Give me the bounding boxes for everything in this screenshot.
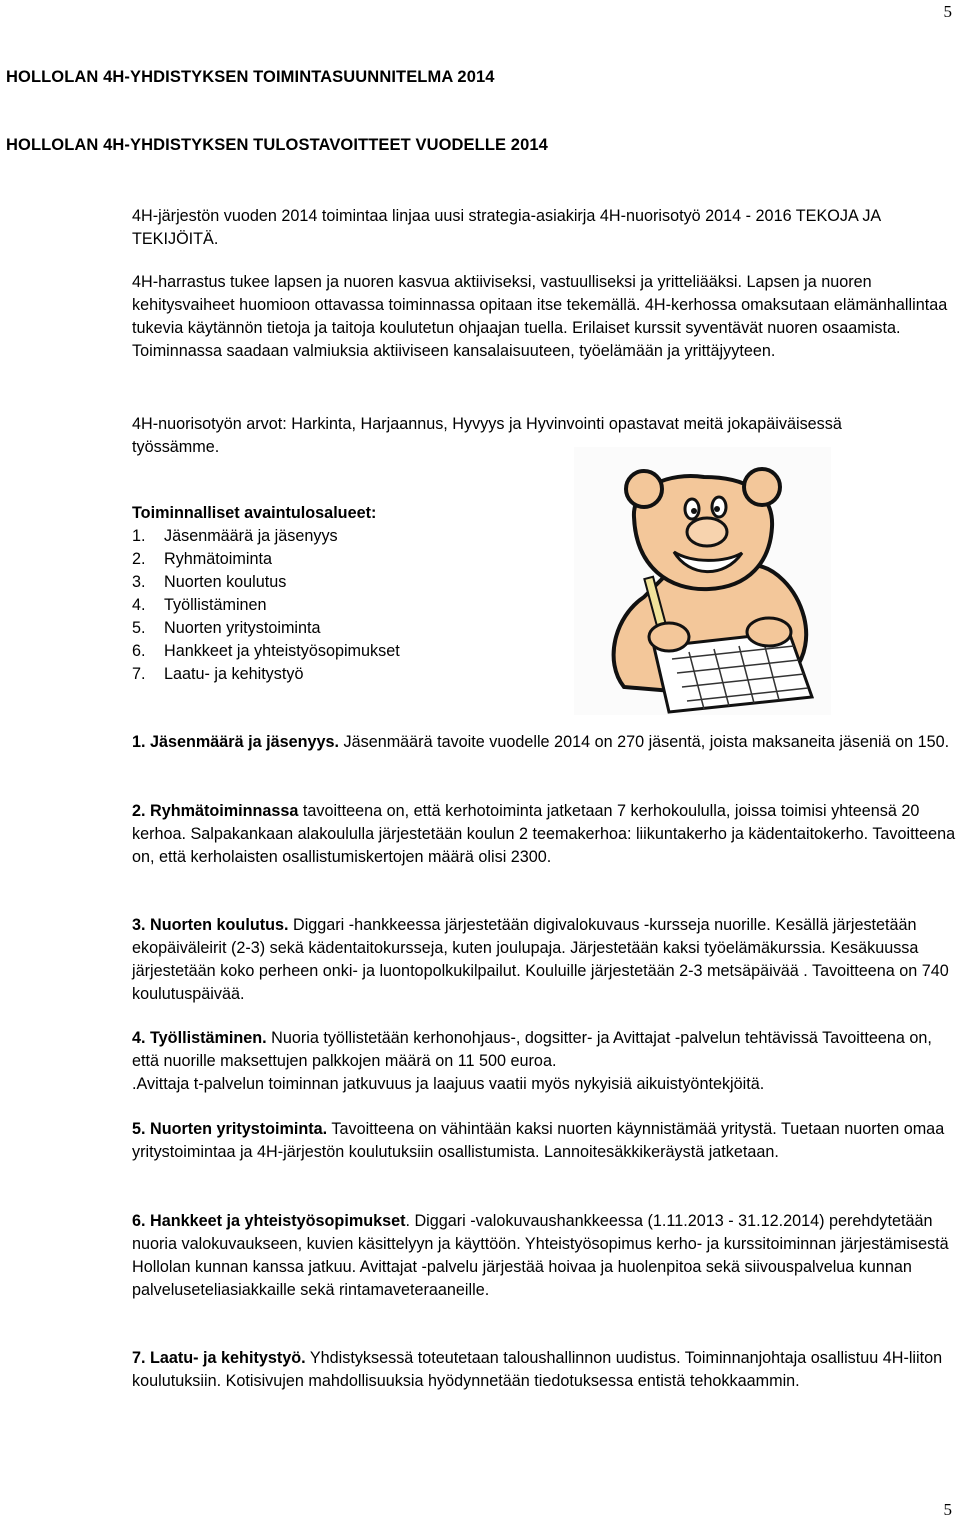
section-text: Jäsenmäärä tavoite vuodelle 2014 on 270 jäsentä, joista maksaneita jäseniä on 150. <box>339 733 950 751</box>
document-subtitle: HOLLOLAN 4H-YHDISTYKSEN TULOSTAVOITTEET VUODELLE 2014 <box>6 136 548 154</box>
intro-text-2: 4H-harrastus tukee lapsen ja nuoren kasvua aktiiviseksi, vastuulliseksi ja yritteliääksi. Lapsen ja nuoren kehitysvaiheet huomioon ottavassa toiminnassa opitaan itse tekemällä. 4H-kerhossa omaksutaan elämänhallintaa tukevia käytännön tietoja ja taitoja koulutetun ohjaajan tuella. Erilaiset kurssit syventävät nuoren osaamista. Toiminnassa saadaan valmiuksia aktiiviseen kansalaisuuteen, työelämään ja yrittäjyyteen. <box>132 273 948 360</box>
list-label: Hankkeet ja yhteistyösopimukset <box>164 642 400 660</box>
section-heading: 1. Jäsenmäärä ja jäsenyys. <box>132 733 339 751</box>
list-item <box>132 617 956 640</box>
section-projects-agreements <box>132 1210 956 1302</box>
list-number: 3. <box>132 573 146 591</box>
list-item <box>132 525 956 548</box>
section-text: Yhdistyksessä toteutetaan taloushallinnon uudistus. Toiminnanjohtaja osallistuu 4H-liiton koulutuksiin. Kotisivujen mahdollisuuksia hyödynnetään tiedotuksessa entistä tehokkaammin. <box>132 1349 943 1390</box>
list-number: 6. <box>132 642 146 660</box>
list-label: Laatu- ja kehitystyö <box>164 665 304 683</box>
document-title: HOLLOLAN 4H-YHDISTYKSEN TOIMINTASUUNNITELMA 2014 <box>6 68 495 86</box>
section-group-activity <box>132 800 956 869</box>
list-item <box>132 548 956 571</box>
cartoon-ear-right <box>744 469 780 505</box>
list-item <box>132 594 956 617</box>
section-heading: 7. Laatu- ja kehitystyö. <box>132 1349 306 1367</box>
section-heading: 6. Hankkeet ja yhteistyösopimukset <box>132 1212 406 1230</box>
list-label: Työllistäminen <box>164 596 267 614</box>
page-number-bottom: 5 <box>943 1500 952 1519</box>
section-heading: 3. Nuorten koulutus. <box>132 916 289 934</box>
intro-paragraph-1 <box>132 205 956 251</box>
section-quality-development <box>132 1347 956 1393</box>
section-text: Diggari -hankkeessa järjestetään digivalokuvaus -kursseja nuorille. Kesällä järjestetään ekopäiväleirit (2-3) sekä kädentaitokursseja, kuten joulupaja. Järjestetään kaksi työelämäkurssia. Kesäkuussa järjestetään koko perheen onki- ja luontopolkukilpailut. Kouluille järjestetään 2-3 metsäpäivää . Tavoitteena on 740 koulutuspäivää. <box>132 916 949 1003</box>
section-heading: 4. Työllistäminen. <box>132 1029 267 1047</box>
section-text: Nuoria työllistetään kerhonohjaus-, dogsitter- ja Avittajat -palvelun tehtävissä Tavoitteena on, että nuorille maksettujen palkkojen määrä on 11 500 euroa. <box>132 1029 932 1070</box>
section-heading: 2. Ryhmätoiminnassa <box>132 802 299 820</box>
list-number: 1. <box>132 527 146 545</box>
values-text: 4H-nuorisotyön arvot: Harkinta, Harjaannus, Hyvyys ja Hyvinvointi opastavat meitä jokapäiväisessä työssämme. <box>132 415 842 456</box>
list-number: 2. <box>132 550 146 568</box>
list-item <box>132 571 956 594</box>
page-number-top: 5 <box>943 2 952 21</box>
cartoon-illustration <box>574 447 831 715</box>
intro-paragraph-2 <box>132 271 956 363</box>
list-label: Ryhmätoiminta <box>164 550 272 568</box>
key-result-areas-title: Toiminnalliset avaintulosalueet: <box>132 504 377 522</box>
section-text: . Diggari -valokuvaushankkeessa (1.11.2013 - 31.12.2014) perehdytetään nuoria valokuvaukseen, kuvien käsittelyyn ja käyttöön. Yhteistyösopimus kerho- ja kurssitoiminnan järjestämisestä Hollolan kunnan kanssa jatkuu. Avittajat -palvelu järjestää hoivaa ja huolenpitoa sekä siivouspalvelua kunnan palveluseteliasiakkaille sekä rintamaveteraaneille. <box>132 1212 949 1299</box>
section-youth-training <box>132 914 956 1006</box>
intro-text-1: 4H-järjestön vuoden 2014 toimintaa linjaa uusi strategia-asiakirja 4H-nuorisotyö 2014 - 2016 TEKOJA JA TEKIJÖITÄ. <box>132 207 881 248</box>
section-youth-entrepreneurship <box>132 1118 956 1164</box>
list-number: 5. <box>132 619 146 637</box>
list-item <box>132 663 956 686</box>
section-text-extra: .Avittaja t-palvelun toiminnan jatkuvuus ja laajuus vaatii myös nykyisiä aikuistyöntekjöitä. <box>132 1075 765 1093</box>
list-label: Jäsenmäärä ja jäsenyys <box>164 527 338 545</box>
key-result-areas <box>132 502 956 686</box>
list-label: Nuorten koulutus <box>164 573 287 591</box>
section-text: Tavoitteena on vähintään kaksi nuorten käynnistämää yritystä. Tuetaan nuorten omaa yritystoimintaa ja 4H-järjestön koulutuksiin osallistumista. Lannoitesäkkikeräystä jatketaan. <box>132 1120 945 1161</box>
list-label: Nuorten yritystoiminta <box>164 619 321 637</box>
list-item <box>132 640 956 663</box>
section-membership <box>132 731 956 754</box>
cartoon-ear-left <box>626 471 662 507</box>
section-text: tavoitteena on, että kerhotoiminta jatketaan 7 kerhokoululla, joissa toimisi yhteensä 20 kerhoa. Salpakankaan alakoululla järjestetään koulun 2 teemakerhoa: liikuntakerho ja kädentaitokerho. Tavoitteena on, että kerholaisten osallistumiskertojen määrä olisi 2300. <box>132 802 956 866</box>
list-number: 4. <box>132 596 146 614</box>
cartoon-nose <box>687 518 727 546</box>
list-number: 7. <box>132 665 146 683</box>
section-employment <box>132 1027 956 1096</box>
section-heading: 5. Nuorten yritystoiminta. <box>132 1120 328 1138</box>
